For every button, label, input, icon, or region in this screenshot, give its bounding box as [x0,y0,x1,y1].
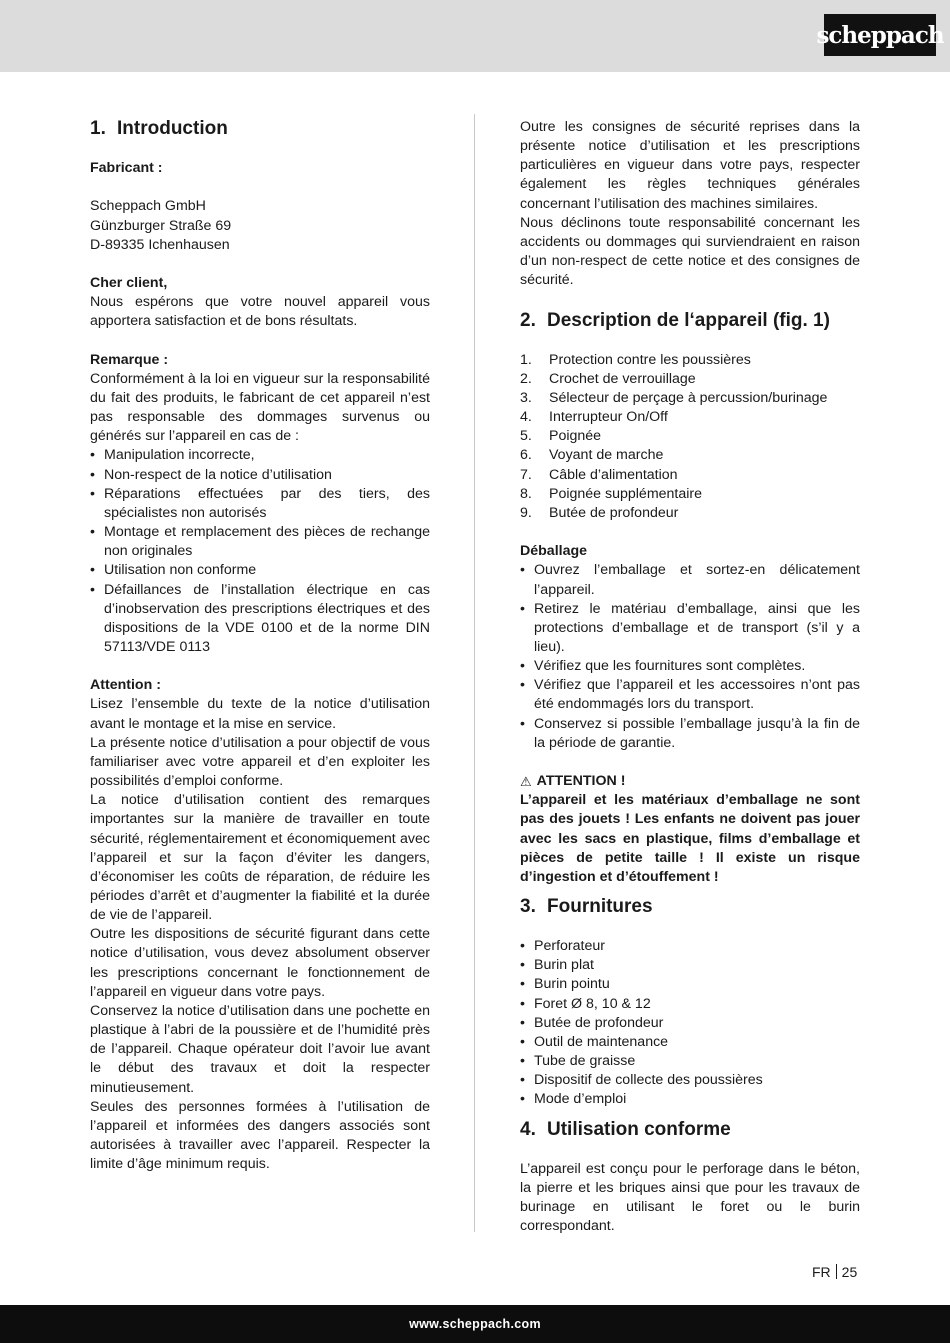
deballage-label: Déballage [520,543,588,560]
warning-triangle-icon: ⚠ [520,774,532,790]
attention-paragraph: La présente notice d’utilisation a pour objectif de vous familiariser avec votre appareil et d’en exploiter les possibilités d’emploi conforme. [90,734,430,790]
list-item: 8. Poignée supplémentaire [520,485,703,502]
list-item: 4. Interrupteur On/Off [520,409,668,426]
fabricant-label: Fabricant : [90,160,163,177]
cher-client-text: Nous espérons que votre nouvel appareil vous apportera satisfaction et de bons résultats. [90,294,430,330]
list-item: • Butée de profondeur [520,1014,860,1033]
section-heading-introduction: 1. Introduction [90,118,228,139]
list-item: 3. Sélecteur de perçage à percussion/burinage [520,390,828,406]
list-item: • Manipulation incorrecte, [90,446,430,465]
remarque-list [90,446,430,657]
list-item: • Montage et remplacement des pièces de rechange non originales [90,523,430,561]
utilisation-text: L’appareil est conçu pour le perforage dans le béton, la pierre et les briques ainsi que pour les travaux de burinage en utilisant le foret ou le burin correspondant. [520,1160,860,1235]
list-item: 9. Butée de profondeur [520,504,679,521]
list-item: • Utilisation non conforme [90,561,430,580]
safety-paragraph: Outre les consignes de sécurité reprises dans la présente notice d’utilisation et les prescriptions particulières en vigueur dans votre pays, respecter également les règles techniques générales concernant l’utilisation des machines similaires. [520,119,860,212]
section-heading-description: 2. Description de l‘appareil (fig. 1) [520,309,830,331]
list-item: • Conservez si possible l’emballage jusqu’à la fin de la période de garantie. [520,715,860,753]
page-number: FR 25 [812,1264,858,1280]
description-list [520,351,860,523]
address-line: Scheppach GmbH [90,198,206,215]
attention-label: Attention : [90,677,161,694]
address-line: D-89335 Ichenhausen [90,236,230,253]
header-bar [0,0,950,72]
list-item: • Mode d’emploi [520,1090,860,1109]
list-item: • Outil de maintenance [520,1033,860,1052]
list-item: • Vérifiez que les fournitures sont complètes. [520,657,860,676]
list-item: • Réparations effectuées par des tiers, des spécialistes non autorisés [90,485,430,523]
cher-client-label: Cher client, [90,275,168,292]
list-item: • Perforateur [520,937,860,956]
list-item: 1. Protection contre les poussières [520,351,751,368]
list-item: • Tube de graisse [520,1052,860,1071]
attention-paragraph: Conservez la notice d’utilisation dans une pochette en plastique à l’abri de la poussière et de l’humidité près de l’appareil. Chaque opérateur doit l’avoir lue avant le début des travaux et doit la respecter minutieusement. [90,1002,430,1096]
list-item: 6. Voyant de marche [520,447,664,464]
section-heading-utilisation: 4. Utilisation conforme [520,1118,731,1140]
address-line: Günzburger Straße 69 [90,217,232,234]
attention-paragraph: La notice d’utilisation contient des remarques importantes sur la manière de travailler en toute sécurité, réglementairement et économiquement avec l’appareil et sur la façon d’éviter les dangers, d’économiser les coûts de réparation, de réduire les périodes d’arrêt et d’augmenter la fiabilité et la durée de vie de l’appareil. [90,792,430,924]
deballage-list [520,561,860,753]
list-item: 2. Crochet de verrouillage [520,370,696,387]
list-item: • Burin plat [520,956,860,975]
list-item: • Défaillances de l’installation électrique en cas d’inobservation des prescriptions électriques et des dispositions de la VDE 0100 et de la norme DIN 57113/VDE 0113 [90,581,430,658]
list-item: • Ouvrez l’emballage et sortez-en délicatement l’appareil. [520,561,860,599]
list-item: • Retirez le matériau d’emballage, ainsi que les protections d’emballage et de transport (s’il y a lieu). [520,600,860,657]
remarque-text: Conformément à la loi en vigueur sur la responsabilité du fait des produits, le fabricant de cet appareil n’est pas responsable des dommages survenus ou générés sur l’appareil en cas de : [90,370,430,445]
list-item: • Dispositif de collecte des poussières [520,1071,860,1090]
warning-text: L’appareil et les matériaux d’emballage ne sont pas des jouets ! Les enfants ne doivent pas jouer avec les sacs en plastique, films d’emballage et pièces de petite taille ! Il existe un risque d’ingestion et d’étouffement ! [520,792,860,885]
attention-paragraph: Lisez l’ensemble du texte de la notice d’utilisation avant le montage et la mise en service. [90,696,430,732]
list-item: • Burin pointu [520,975,860,994]
fournitures-list [520,937,860,1109]
left-column [90,118,430,1174]
column-divider [474,114,475,1232]
warning-title: ⚠ ATTENTION ! [520,772,860,791]
scheppach-logo: scheppach [824,14,936,56]
liability-paragraph: Nous déclinons toute responsabilité concernant les accidents ou dommages qui surviendraient en raison d’un non-respect de cette notice et des consignes de sécurité. [520,214,860,289]
footer-bar [0,1305,950,1343]
list-item: 7. Câble d’alimentation [520,466,678,483]
attention-paragraph: Outre les dispositions de sécurité figurant dans cette notice d’utilisation, vous devez absolument observer les prescriptions concernant le fonctionnement de l’appareil en vigueur dans votre pays. [90,926,430,1000]
right-column [520,118,860,1236]
list-item: • Foret Ø 8, 10 & 12 [520,995,860,1014]
list-item: 5. Poignée [520,428,602,445]
list-item: • Non-respect de la notice d’utilisation [90,466,430,485]
list-item: • Vérifiez que l’appareil et les accessoires n’ont pas été endommagés lors du transport. [520,676,860,714]
website-link[interactable]: www.scheppach.com [409,1317,541,1331]
remarque-label: Remarque : [90,351,169,368]
section-heading-fournitures: 3. Fournitures [520,896,653,918]
attention-paragraph: Seules des personnes formées à l’utilisation de l’appareil et informées des dangers associés sont autorisées à travailler avec l’appareil. Respecter la limite d’âge minimum requis. [90,1098,430,1173]
